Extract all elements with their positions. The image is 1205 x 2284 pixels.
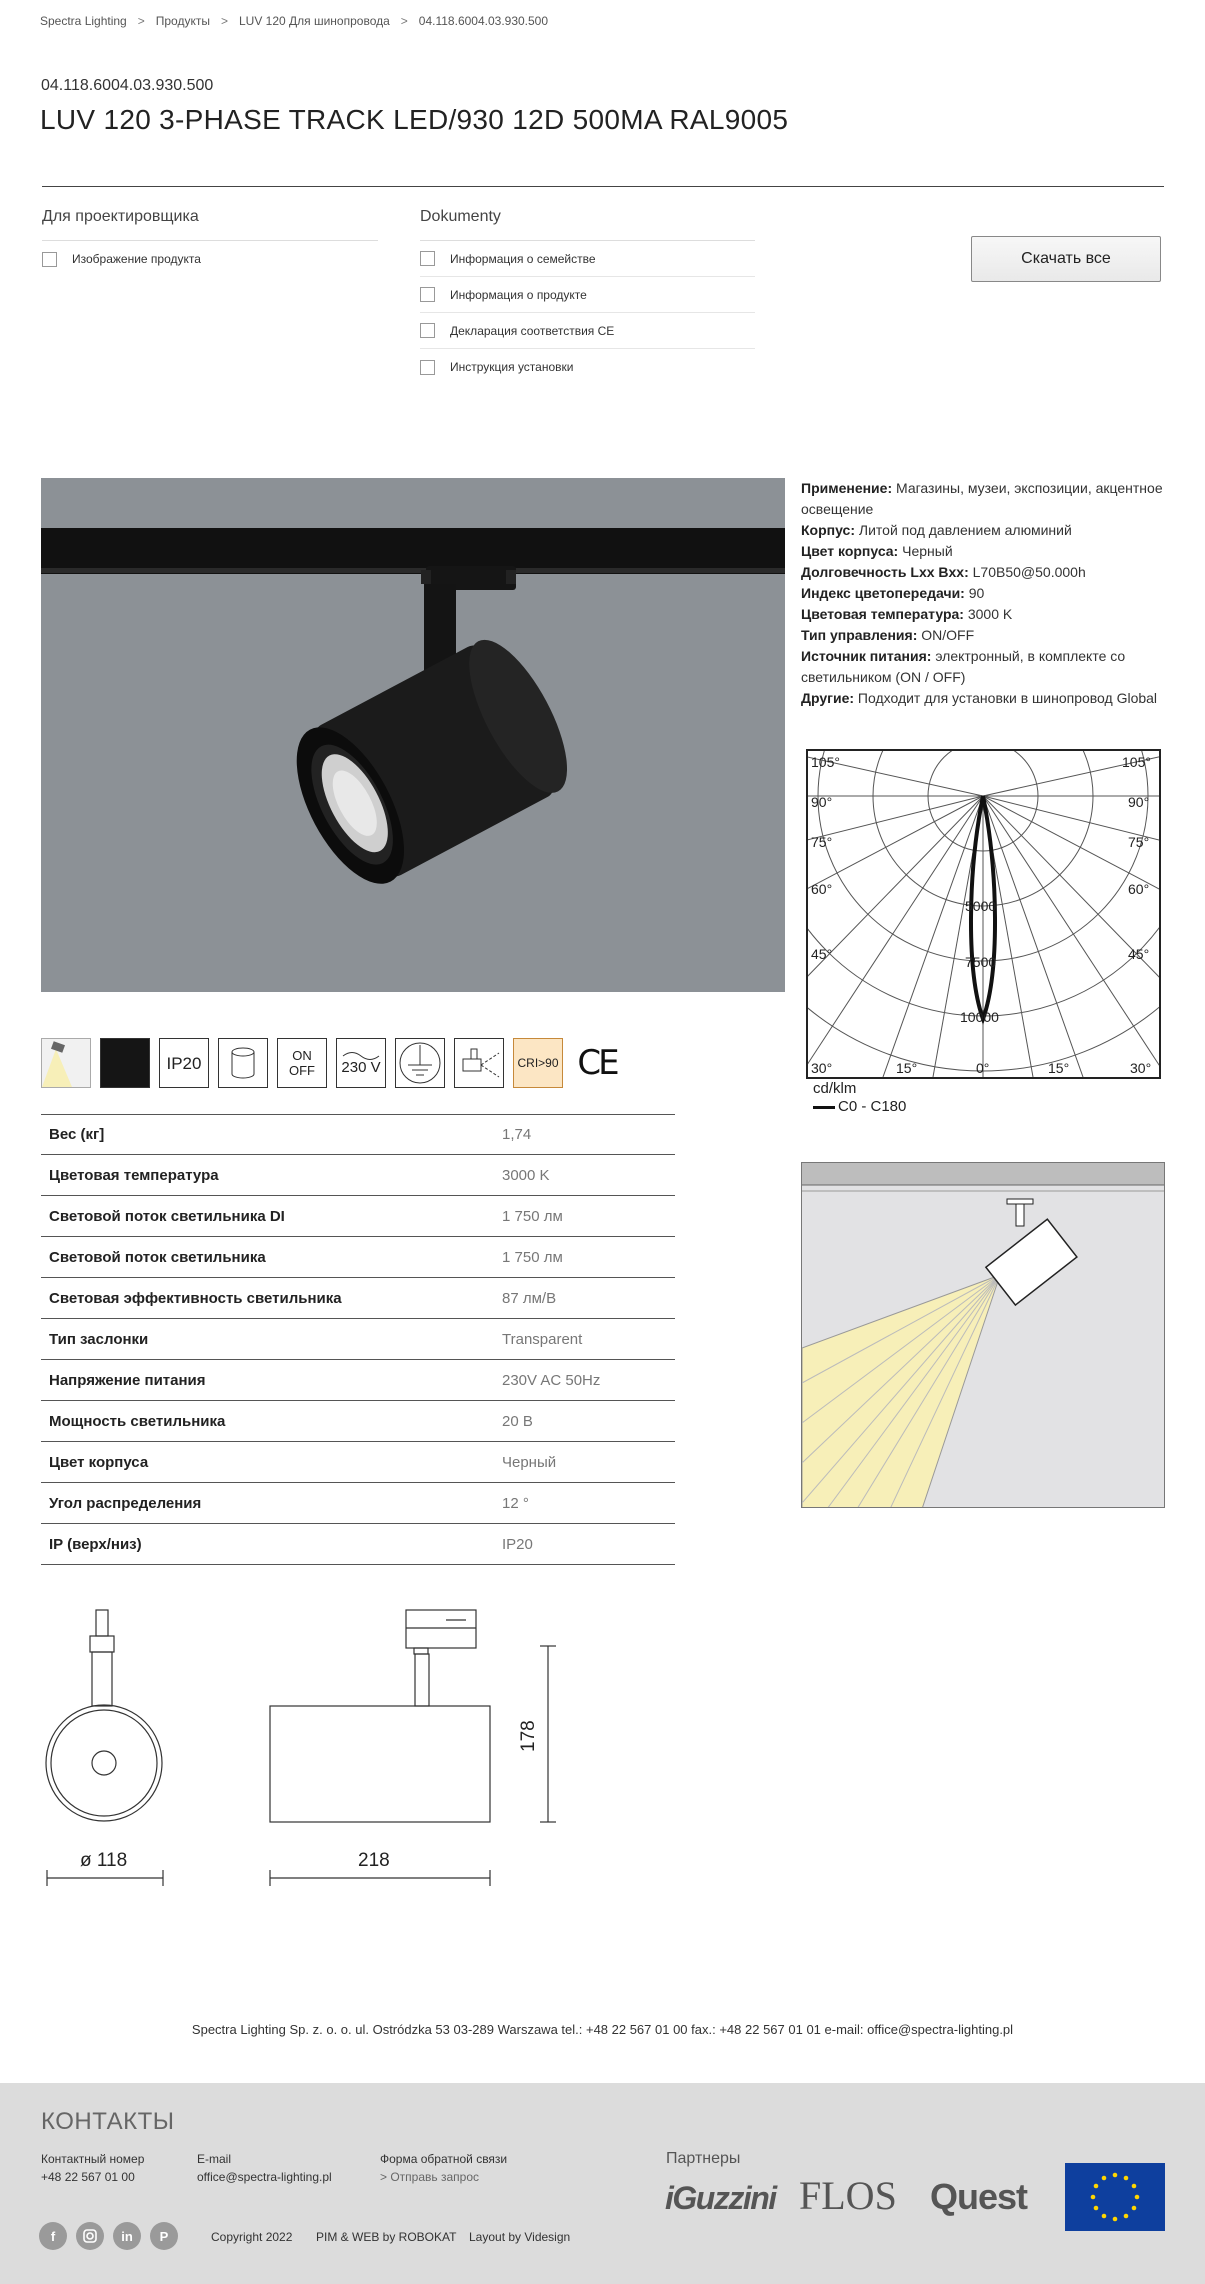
linkedin-icon[interactable]: in: [113, 2222, 141, 2250]
checkbox[interactable]: [420, 251, 435, 266]
documents-heading: Dokumenty: [420, 208, 501, 225]
param-name: Напряжение питания: [49, 1371, 206, 1389]
polar-angle-label: 15°: [896, 1060, 918, 1076]
checkbox[interactable]: [420, 360, 435, 375]
polar-angle-label: 60°: [811, 881, 833, 897]
polar-ring-label: 7500: [965, 954, 997, 970]
eu-flag-icon: [1065, 2163, 1165, 2231]
ce-mark-icon: CE: [577, 1043, 617, 1083]
spec-value: 3000 K: [967, 606, 1013, 622]
spec-label: Другие:: [801, 690, 855, 706]
product-code: 04.118.6004.03.930.500: [41, 77, 214, 94]
social-links: [39, 2222, 178, 2250]
beam-illustration: [801, 1162, 1165, 1508]
technical-drawing-svg: [40, 1600, 580, 1900]
breadcrumb-item[interactable]: LUV 120 Для шинопровода: [238, 14, 390, 28]
polar-ring-label: 5000: [965, 898, 997, 914]
pim-credit-link[interactable]: PIM & WEB by ROBOKAT: [316, 2230, 457, 2244]
divider: [42, 186, 1164, 187]
checkbox-label: Информация о продукте: [450, 287, 587, 302]
breadcrumb-separator: >: [137, 14, 145, 28]
polar-angle-label: 90°: [811, 794, 833, 810]
cylinder-shape-icon: [218, 1038, 268, 1088]
table-row: [41, 1401, 675, 1442]
spec-label: Цвет корпуса:: [801, 543, 899, 559]
table-row: [41, 1196, 675, 1237]
contacts-title: КОНТАКТЫ: [41, 2108, 175, 2135]
param-value: 12 °: [502, 1494, 529, 1512]
checkbox-label: Изображение продукта: [72, 252, 201, 266]
designer-heading: Для проектировщика: [42, 208, 199, 225]
partner-flos-logo[interactable]: FLOS: [799, 2173, 897, 2218]
partner-iguzzini-logo[interactable]: iGuzzini: [665, 2180, 776, 2216]
polar-angle-label: 30°: [1130, 1060, 1152, 1076]
param-value: 20 В: [502, 1412, 533, 1430]
on-label: ON: [292, 1048, 312, 1063]
spec-item: [801, 604, 1171, 625]
spec-item: [801, 625, 1171, 646]
spec-item: [801, 478, 1171, 520]
polar-angle-label: 15°: [1048, 1060, 1070, 1076]
spec-value: Литой под давлением алюминий: [858, 522, 1072, 538]
spec-label: Долговечность Lxx Bxx:: [801, 564, 969, 580]
table-row: [41, 1114, 675, 1155]
download-checkbox-row[interactable]: [420, 241, 755, 277]
breadcrumb-separator: >: [400, 14, 408, 28]
phone-number[interactable]: +48 22 567 01 00: [41, 2170, 135, 2184]
email-link[interactable]: office@spectra-lighting.pl: [197, 2170, 332, 2184]
spec-value: Подходит для установки в шинопровод Global: [857, 690, 1158, 706]
param-name: Мощность светильника: [49, 1412, 226, 1430]
table-row: [41, 1360, 675, 1401]
company-address: Spectra Lighting Sp. z. o. o. ul. Ostródzka 53 03-289 Warszawa tel.: +48 22 567 01 00 fax.: +48 22 567 01 01 e-mail: office@spectra-lighting.pl: [191, 2022, 1014, 2037]
spec-item: [801, 646, 1171, 688]
param-value: Transparent: [502, 1330, 583, 1348]
feature-icons: [41, 1038, 622, 1088]
partners-label: Партнеры: [666, 2150, 741, 2167]
checkbox-label: Декларация соответствия CE: [450, 323, 615, 338]
light-distribution-icon: [41, 1038, 91, 1088]
download-checkbox-row[interactable]: [420, 277, 755, 313]
copyright: Copyright 2022: [211, 2230, 293, 2244]
spec-label: Цветовая температура:: [801, 606, 964, 622]
phone-label: Контактный номер: [41, 2152, 145, 2166]
spec-list: [801, 478, 1171, 709]
polar-angle-label: 45°: [1128, 946, 1150, 962]
spec-value: L70B50@50.000h: [972, 564, 1086, 580]
partner-quest-logo[interactable]: Quest: [930, 2176, 1028, 2217]
on-off-icon: [277, 1038, 327, 1088]
polar-ring-label: 10000: [960, 1009, 999, 1025]
polar-angle-label: 105°: [811, 754, 840, 770]
param-name: Световая эффективность светильника: [49, 1289, 342, 1307]
polar-legend: [813, 1080, 906, 1116]
param-name: Тип заслонки: [49, 1330, 149, 1348]
spec-item: [801, 583, 1171, 604]
param-value: 87 лм/В: [502, 1289, 557, 1307]
checkbox-label: Инструкция установки: [450, 360, 574, 374]
param-name: Световой поток светильника: [49, 1248, 266, 1266]
param-value: 3000 K: [502, 1166, 550, 1184]
length-label: 218: [358, 1850, 390, 1871]
polar-angle-label: 90°: [1128, 794, 1150, 810]
table-row: [41, 1278, 675, 1319]
polar-diagram: [806, 749, 1161, 1079]
spec-item: [801, 688, 1171, 709]
checkbox[interactable]: [420, 287, 435, 302]
instagram-icon[interactable]: [76, 2222, 104, 2250]
spec-item: [801, 520, 1171, 541]
spec-value: Черный: [902, 543, 953, 559]
designer-downloads: [42, 208, 378, 277]
breadcrumb-current: 04.118.6004.03.930.500: [418, 14, 549, 28]
spec-value: 90: [968, 585, 985, 601]
table-row: [41, 1319, 675, 1360]
legend-line-icon: [813, 1106, 835, 1109]
table-row: [41, 1237, 675, 1278]
pinterest-icon[interactable]: P: [150, 2222, 178, 2250]
cri-icon: CRI>90: [513, 1038, 563, 1088]
table-row: [41, 1155, 675, 1196]
download-all-button[interactable]: Скачать все: [971, 236, 1161, 282]
page-title: LUV 120 3-PHASE TRACK LED/930 12D 500MA RAL9005: [40, 104, 789, 135]
facebook-icon[interactable]: f: [39, 2222, 67, 2250]
send-request-link[interactable]: > Отправь запрос: [380, 2170, 479, 2184]
polar-angle-label: 30°: [811, 1060, 833, 1076]
polar-unit: cd/klm: [813, 1080, 857, 1097]
table-row: [41, 1524, 675, 1565]
contact-form-block: [380, 2150, 507, 2186]
phone-block: [41, 2150, 144, 2186]
email-block: [197, 2150, 332, 2186]
voltage-label: 230 V: [341, 1059, 381, 1076]
layout-credit-link[interactable]: Layout by Videsign: [469, 2230, 571, 2244]
checkbox-label: Информация о семействе: [450, 251, 596, 266]
param-name: Угол распределения: [49, 1494, 202, 1512]
param-name: Цветовая температура: [49, 1166, 219, 1184]
download-checkbox-row[interactable]: [42, 241, 378, 277]
spec-value: Магазины, музеи, экспозиции, акцентное освещение: [801, 480, 1163, 517]
polar-angle-label: 75°: [811, 834, 833, 850]
ip-rating-icon: IP20: [159, 1038, 209, 1088]
off-label: OFF: [289, 1063, 315, 1078]
spec-value: ON/OFF: [921, 627, 975, 643]
polar-angle-label: 45°: [811, 946, 833, 962]
spec-item: [801, 541, 1171, 562]
polar-angle-label: 0°: [976, 1060, 990, 1076]
documents-downloads: [420, 208, 755, 385]
table-row: [41, 1442, 675, 1483]
diameter-label: ø 118: [80, 1850, 128, 1871]
spec-label: Индекс цветопередачи:: [801, 585, 965, 601]
spec-label: Источник питания:: [801, 648, 932, 664]
param-value: 1,74: [502, 1126, 532, 1143]
param-name: Цвет корпуса: [49, 1453, 149, 1471]
download-checkbox-row[interactable]: [420, 313, 755, 349]
breadcrumb-item[interactable]: Продукты: [155, 14, 210, 28]
track-spotlight-illustration: [41, 478, 785, 992]
spec-label: Тип управления:: [801, 627, 918, 643]
param-value: 1 750 лм: [502, 1207, 563, 1225]
param-value: IP20: [502, 1535, 533, 1553]
polar-diagram-svg: [808, 751, 1159, 1077]
download-checkbox-row[interactable]: [420, 349, 755, 385]
polar-angle-label: 60°: [1128, 881, 1150, 897]
checkbox[interactable]: [42, 252, 57, 267]
breadcrumb: [40, 14, 548, 28]
polar-angle-label: 105°: [1122, 754, 1151, 770]
mounting-icon: [454, 1038, 504, 1088]
param-value: 230V AC 50Hz: [502, 1371, 601, 1389]
black-color-swatch-icon: [100, 1038, 150, 1088]
email-label: E-mail: [197, 2152, 232, 2166]
product-photo: [41, 478, 785, 992]
checkbox[interactable]: [420, 323, 435, 338]
param-name: Вес (кг]: [49, 1126, 105, 1143]
polar-angle-label: 75°: [1128, 834, 1150, 850]
spec-label: Применение:: [801, 480, 893, 496]
spec-label: Корпус:: [801, 522, 855, 538]
param-name: Световой поток светильника DI: [49, 1207, 285, 1225]
polar-series: C0 - C180: [838, 1098, 907, 1115]
breadcrumb-item[interactable]: Spectra Lighting: [40, 14, 127, 28]
spec-item: [801, 562, 1171, 583]
height-label: 178: [518, 1720, 539, 1752]
param-value: Черный: [502, 1453, 557, 1471]
param-value: 1 750 лм: [502, 1248, 563, 1266]
technical-drawing: [40, 1600, 580, 1900]
breadcrumb-separator: >: [220, 14, 228, 28]
voltage-icon: [336, 1038, 386, 1088]
beam-svg: [802, 1163, 1165, 1508]
table-row: [41, 1483, 675, 1524]
parameters-table: [41, 1114, 675, 1565]
ground-icon: [395, 1038, 445, 1088]
spec-value: электронный, в комплекте со светильником (ON / OFF): [801, 648, 1126, 685]
param-name: IP (верх/низ): [49, 1535, 142, 1553]
form-label: Форма обратной связи: [380, 2152, 508, 2166]
